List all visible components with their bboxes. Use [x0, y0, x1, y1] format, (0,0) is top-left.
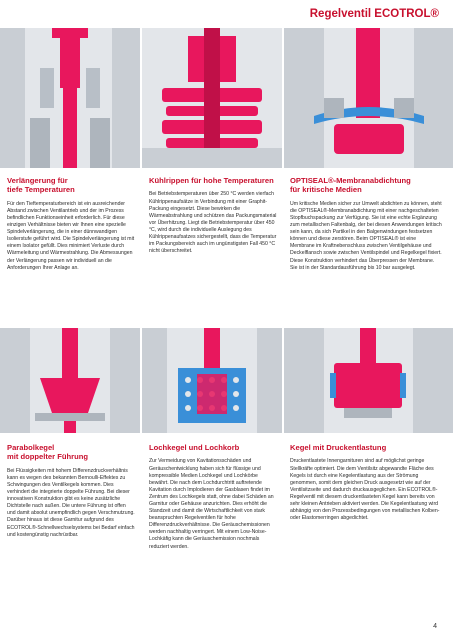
section-heading: [149, 443, 277, 452]
section-heading: [7, 443, 135, 462]
heading-line: Parabolkegel: [7, 443, 55, 452]
section-heading: [290, 176, 442, 195]
heading-line: OPTISEAL®-Membranabdichtung: [290, 176, 411, 185]
illustration-cooling-fins: [142, 28, 282, 168]
section-heading: [149, 176, 277, 185]
section-balanced-plug: [290, 443, 442, 522]
page-number: 4: [433, 623, 437, 630]
section-optiseal: [290, 176, 442, 272]
illustration-parabolic-plug: [0, 328, 140, 433]
section-body: Bei Betriebstemperaturen über 250 °C werden vierfach Kühlrippenaufsätze in Verbindung mit einer Graphit-Packung eingesetzt. Diese bewirken die Wärmeabstrahlung und schützen das Packungsmaterial vor Überhitzung. Liegt die Betriebstemperatur über 450 °C, wird durch die individuelle Auslegung des Kühlrippenaufsatzes sichergestellt, dass die Temperatur im Packungsbereich auch im ungünstigsten Fall 450 °C nicht überschreitet.: [149, 191, 277, 255]
page-title: Regelventil ECOTROL®: [309, 8, 439, 20]
illustration-balanced-plug: [284, 328, 453, 433]
section-perforated-plug: [149, 443, 277, 551]
section-cooling-fins: [149, 176, 277, 255]
section-body: Bei Flüssigkeiten mit hohem Differenzdruckverhältnis kann es wegen des bekannten Bernoulli-Effektes zu Schwingungen des Ventilkegels kommen. Dies verhindert die integrierte doppelte Führung. Bei dieser innovativen Konstruktion gibt es keine zusätzliche Dichtstelle nach außen. Die untere Führung ist offen und damit absolut unempfindlich gegen Verschmutzung. Darüber hinaus ist diese Garnitur aufgrund des ECOTROL®-Schnellwechselsystems bei Bedarf einfach und kostengünstig nachrüstbar.: [7, 467, 135, 538]
heading-line: Kegel mit Druckentlastung: [290, 443, 387, 452]
heading-line: für kritische Medien: [290, 185, 362, 195]
section-body: Druckentlastete Innengarnituren sind auf möglichst geringe Stellkräfte optimiert. Die dem Ventilsitz abgewandte Fläche des Kegels ist durch eine Kegelentlastung aus der Strömung genommen, somit dem gleichen Druck ausgesetzt wie auf der Ventilsitzseite und dadurch druckausgeglichen. Ein ECOTROL®-Regelventil mit diesem druckentlasteten Kegel kann bereits von sehr kleinen Antrieben aktiviert werden. Die Kegelentlastung wird abhängig von den Prozessbedingungen von metallischen Kolben- oder Elastomerringen abgedichtet.: [290, 458, 440, 522]
illustration-optiseal: [284, 28, 453, 168]
heading-line: Verlängerung für: [7, 176, 68, 185]
section-body: Zur Vermeidung von Kavitationsschäden und Geräuschentwicklung haben sich für flüssige und kompressible Medien Lochkegel und Lochkörbe bewährt. Die nach dem Lochdurchtritt auftretende Kavitation durch Implodieren der Gasblasen findet im Zentrum des Lochkegels statt, ohne dabei Schäden an Garnitur oder Gehäuse anzurichten. Dies erhöht die Standzeit und damit die Wirtschaftlichkeit von stark beanspruchten Regelventilen für hohe Differenzdruckverhältnisse. Die Geräuschemissionen werden nachhaltig verringert. Mit einem Low-Noise-Lochkäfig kann die Geräuschemission nochmals reduziert werden.: [149, 458, 274, 550]
section-parabolic-plug: [7, 443, 135, 539]
heading-line: mit doppelter Führung: [7, 452, 88, 462]
section-cryo-extension: [7, 176, 135, 272]
heading-line: Kühlrippen für hohe Temperaturen: [149, 176, 274, 185]
section-body: Um kritische Medien sicher zur Umwelt abdichten zu können, steht die OPTISEAL®-Membranabdichtung mit einer nachgeschalteten Stopfbuchspackung zur Verfügung. Sie ist eine echte Ergänzung zum metallischen Faltenbalg, der bei diesen Anwendungen kritisch sein kann, da sich Partikel in den Balgenwindungen festsetzen können und diese zerstören. Beim OPTISEAL® ist eine Membrane im Kraftnebenschluss zwischen Ventilgehäuse und Deckelflansch sowie zwischen Ventilspindel und Regelkegel fixiert. Diese Konstruktion verhindert das Überpressen der Membrane. Sie ist in der Standardausführung bis 10 bar ausgelegt.: [290, 200, 442, 271]
section-heading: [7, 176, 135, 195]
illustration-perforated-plug: [142, 328, 282, 433]
illustration-cryo-extension: [0, 28, 140, 168]
heading-line: tiefe Temperaturen: [7, 185, 75, 195]
section-heading: [290, 443, 442, 452]
heading-line: Lochkegel und Lochkorb: [149, 443, 240, 452]
section-body: Für den Tieftemperaturbereich ist ein ausreichender Abstand zwischen Ventilantrieb und der im Prozess befindlichen Funktionseinheit erforderlich. Für diese einzigen Verhältnisse bieten wir Ihnen eine spezielle Spindelverlängerung, die in einer dünnwandigen Isolierstufe geführt wird. Die Spindelverlängerung ist mit einem Isolator gefüllt. Dies minimiert Verluste durch Wärmeleitung und Wärmestrahlung. Die Abmessungen der Verlängerung passen wir individuell an die Anforderungen Ihrer Anlage an.: [7, 200, 135, 271]
